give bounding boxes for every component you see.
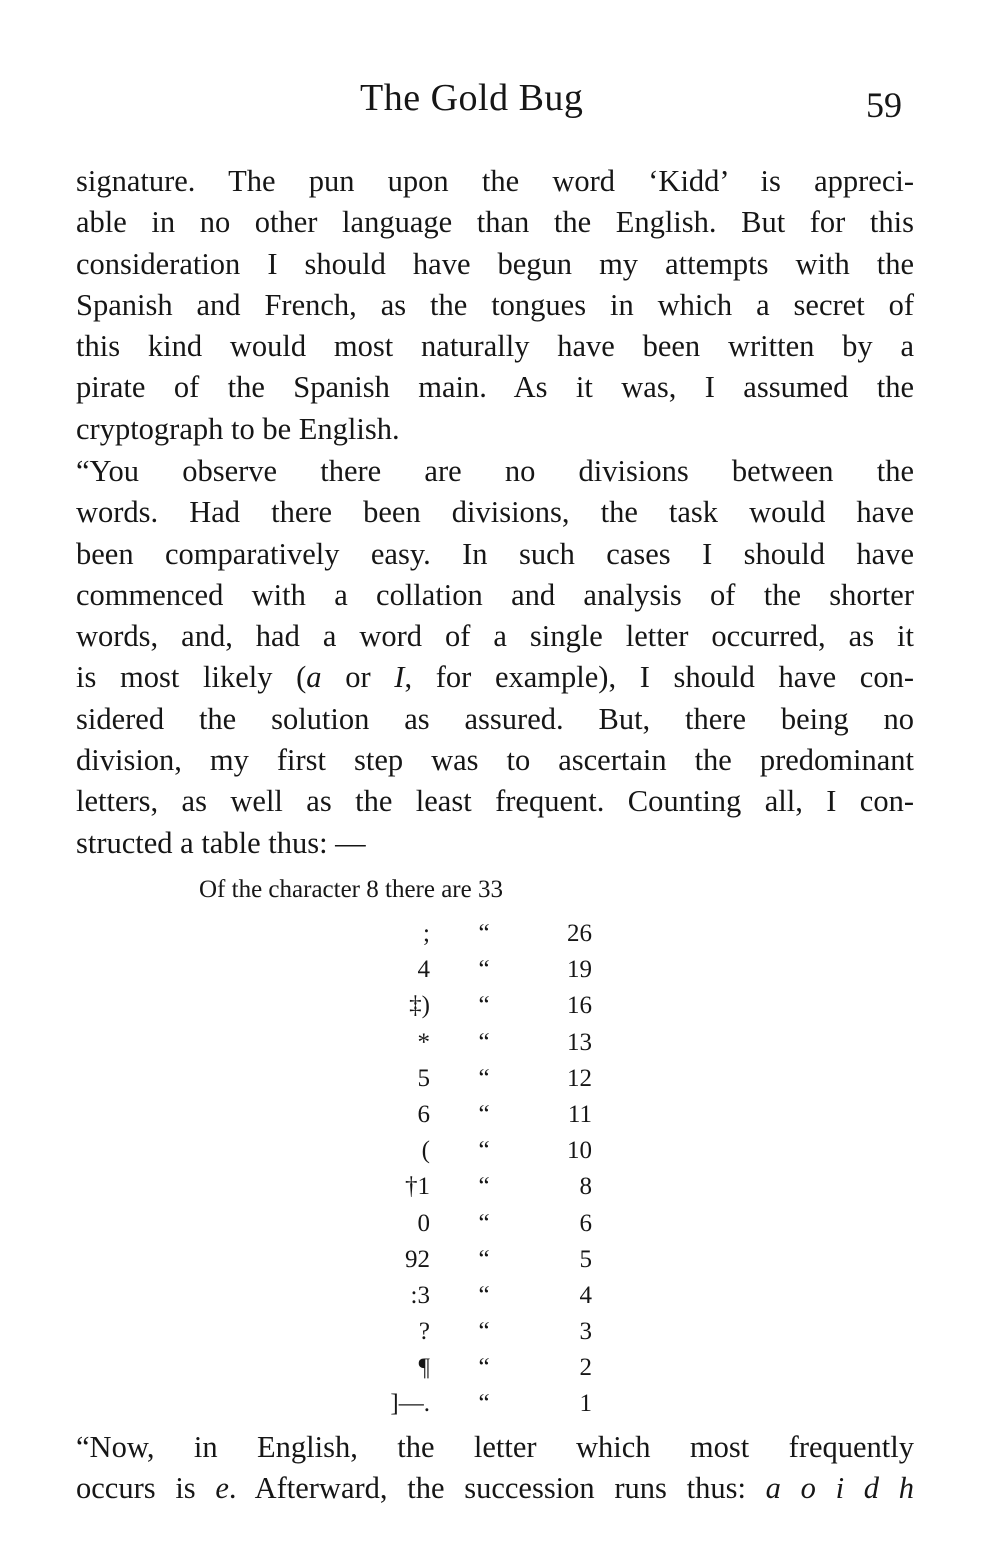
frequency-character: 5	[417, 1064, 430, 1092]
text-line	[76, 1468, 914, 1509]
ditto-mark: “	[478, 1028, 490, 1056]
text-line: structed a table thus: —	[76, 825, 366, 860]
frequency-row	[0, 1097, 1000, 1133]
running-head	[0, 76, 1000, 132]
frequency-character: 6	[417, 1100, 430, 1128]
frequency-row	[0, 1206, 1000, 1242]
text-line: Spanish and French, as the tongues in which a secret of	[76, 287, 914, 322]
frequency-count: 19	[567, 956, 592, 984]
frequency-count: 8	[579, 1173, 592, 1201]
text-fragment: or	[321, 660, 395, 695]
frequency-character: †1	[405, 1173, 430, 1201]
frequency-count: 4	[579, 1281, 592, 1309]
text-fragment: , for example), I should have con-	[404, 660, 914, 695]
text-line: pirate of the Spanish main. As it was, I assumed the	[76, 370, 914, 405]
frequency-count: 11	[567, 1100, 592, 1128]
text-line: able in no other language than the English. But for this	[76, 205, 914, 240]
frequency-row	[0, 1386, 1000, 1422]
frequency-row	[0, 1133, 1000, 1169]
frequency-character: 0	[417, 1209, 430, 1237]
text-line: consideration I should have begun my attempts with the	[76, 246, 914, 281]
text-line: words, and, had a word of a single letter occurred, as it	[76, 619, 914, 654]
frequency-count: 1	[579, 1390, 592, 1418]
frequency-row	[0, 1025, 1000, 1061]
ditto-mark: “	[478, 1137, 490, 1165]
text-fragment: occurs is	[76, 1471, 216, 1506]
text-line: sidered the solution as assured. But, there being no	[76, 701, 914, 736]
frequency-row	[0, 1242, 1000, 1278]
paragraph-1	[76, 161, 914, 450]
text-line: commenced with a collation and analysis of the shorter	[76, 577, 914, 612]
text-line: this kind would most naturally have been written by a	[76, 329, 914, 364]
ditto-mark: “	[478, 1390, 490, 1418]
frequency-character: 4	[417, 956, 430, 984]
text-fragment: . Afterward, the succession runs thus:	[228, 1471, 766, 1506]
ditto-mark: “	[478, 1209, 490, 1237]
text-line: been comparatively easy. In such cases I should have	[76, 536, 914, 571]
frequency-row	[0, 952, 1000, 988]
frequency-character: ‡)	[409, 992, 430, 1020]
frequency-count: 2	[579, 1354, 592, 1382]
ditto-mark: “	[478, 1100, 490, 1128]
frequency-row	[0, 1278, 1000, 1314]
frequency-count: 12	[567, 1064, 592, 1092]
ditto-mark: “	[478, 992, 490, 1020]
frequency-character: ?	[418, 1318, 430, 1346]
frequency-row	[0, 916, 1000, 952]
page-number: 59	[866, 85, 902, 125]
text-line: “You observe there are no divisions between the	[76, 454, 914, 488]
text-line	[76, 657, 914, 698]
ditto-mark: “	[478, 1245, 490, 1273]
frequency-count: 10	[567, 1137, 592, 1165]
frequency-character: 92	[405, 1245, 430, 1273]
frequency-count: 5	[579, 1245, 592, 1273]
italic-letter: a	[306, 660, 322, 695]
frequency-count: 16	[567, 992, 592, 1020]
frequency-count: 6	[579, 1209, 592, 1237]
frequency-character: *	[417, 1028, 430, 1056]
italic-letter: I	[394, 660, 405, 695]
ditto-mark: “	[478, 1173, 490, 1201]
frequency-character: ]—.	[390, 1390, 430, 1418]
frequency-count: 13	[567, 1028, 592, 1056]
italic-sequence: a o i d h	[765, 1471, 914, 1506]
frequency-count: 26	[567, 920, 592, 947]
text-line: letters, as well as the least frequent. Counting all, I con-	[76, 784, 914, 819]
text-line: “Now, in English, the letter which most frequently	[76, 1430, 914, 1464]
frequency-row	[0, 1061, 1000, 1097]
paragraph-2	[76, 451, 914, 864]
frequency-character: (	[421, 1137, 430, 1165]
frequency-count: 3	[579, 1318, 592, 1346]
ditto-mark: “	[478, 920, 490, 947]
ditto-mark: “	[478, 1064, 490, 1092]
ditto-mark: “	[478, 1318, 490, 1346]
ditto-mark: “	[478, 956, 490, 984]
running-title: The Gold Bug	[360, 77, 584, 119]
text-fragment: is most likely (	[76, 660, 307, 695]
ditto-mark: “	[478, 1281, 490, 1309]
frequency-row	[0, 1314, 1000, 1350]
frequency-character: ¶	[418, 1354, 430, 1382]
frequency-character: ;	[423, 920, 430, 947]
text-line: signature. The pun upon the word ‘Kidd’ is appreci-	[76, 164, 914, 198]
frequency-row	[0, 1350, 1000, 1386]
text-line: division, my first step was to ascertain the predominant	[76, 743, 914, 778]
ditto-mark: “	[478, 1354, 490, 1382]
frequency-table-caption: Of the character 8 there are 33	[199, 876, 503, 903]
text-line: words. Had there been divisions, the task would have	[76, 495, 914, 530]
text-line: cryptograph to be English.	[76, 411, 400, 446]
paragraph-3	[76, 1427, 914, 1510]
frequency-row	[0, 988, 1000, 1024]
frequency-character: :3	[410, 1281, 430, 1309]
frequency-table	[0, 916, 1000, 1423]
frequency-row	[0, 1169, 1000, 1205]
italic-letter: e	[215, 1471, 229, 1506]
